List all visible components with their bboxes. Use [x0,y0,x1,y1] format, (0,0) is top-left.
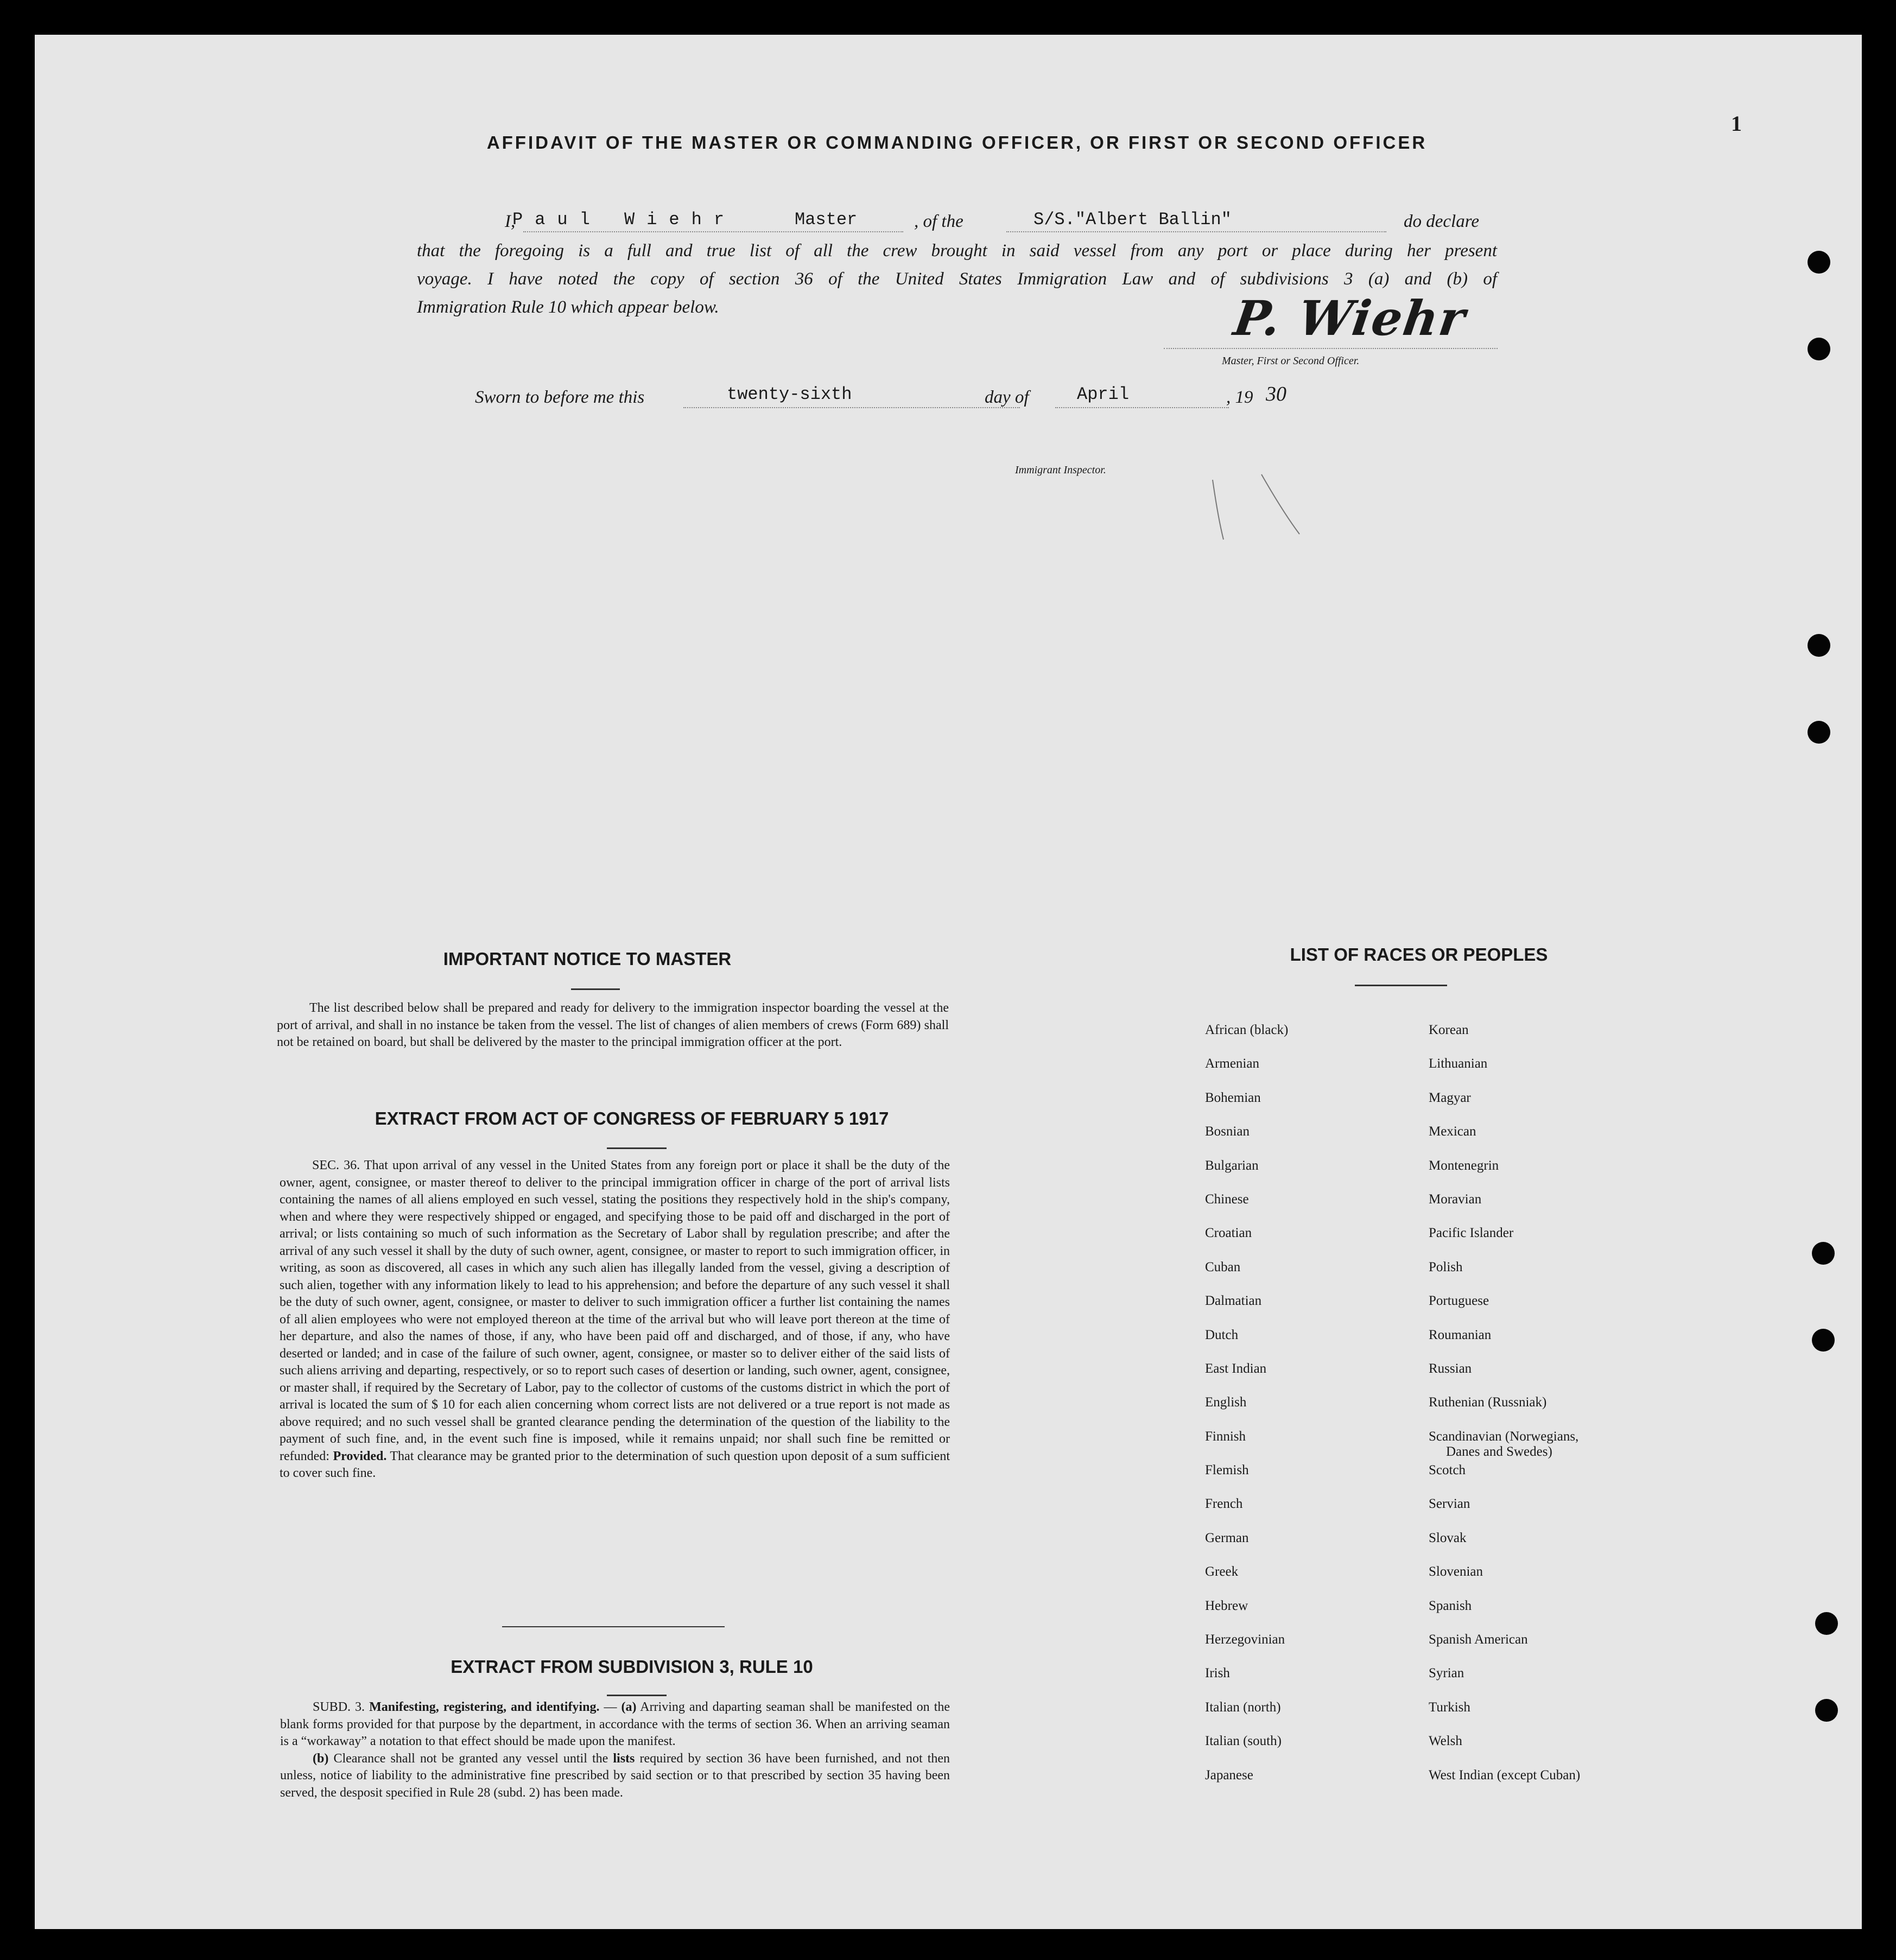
sworn-day: twenty-sixth [727,384,852,404]
race-item: African (black) [1205,1023,1289,1037]
subd-b-label: (b) [313,1751,329,1766]
race-item: Ruthenian (Russniak) [1429,1395,1547,1410]
race-item: Lithuanian [1429,1056,1488,1071]
affidavit-line-3: Immigration Rule 10 which appear below. [417,297,719,317]
race-item: Herzegovinian [1205,1632,1285,1647]
race-item: Scandinavian (Norwegians, [1429,1429,1579,1444]
sworn-month: April [1077,384,1130,404]
race-item: Dutch [1205,1327,1239,1342]
race-item: Portuguese [1429,1293,1489,1309]
race-item: East Indian [1205,1361,1267,1376]
races-divider [1355,985,1447,986]
race-item: West Indian (except Cuban) [1429,1767,1581,1783]
punch-hole [1808,634,1830,657]
day-of-label: day of [985,388,1029,407]
affidavit-line-2: voyage. I have noted the copy of section 36 of the United States Immigration Law and of subdivisions 3 (a) and (b) of [417,269,1497,289]
race-item: Bosnian [1205,1124,1250,1139]
subd-b-text-1: Clearance shall not be granted any vessel until the [333,1751,608,1766]
subd-heading: Manifesting, registering, and identifying. [369,1700,600,1714]
subd-a-text: Arriving and daparting seaman shall be manifested on the blank forms provided for that purpose by the department, in accordance with the terms of section 36. When an arriving seaman is a “workaway” a notation to that effect should be made upon the manifest. [280,1700,950,1748]
punch-hole [1815,1612,1838,1635]
sworn-label: Sworn to before me this [475,388,645,407]
notice-text-block [277,1000,949,1051]
races-left-column [1205,1023,1288,1802]
race-item: Cuban [1205,1259,1241,1274]
notice-title: IMPORTANT NOTICE TO MASTER [443,949,732,969]
notice-divider [571,988,620,990]
subd-prefix: SUBD. 3. [313,1700,365,1714]
race-item: Spanish [1429,1598,1472,1613]
race-item: Montenegrin [1429,1158,1499,1173]
section-separator [502,1626,725,1627]
year-prefix: , 19 [1226,388,1253,407]
punch-hole [1808,338,1830,360]
document-page [35,35,1862,1929]
rank: Master [795,210,858,230]
master-name: Paul Wiehr [512,210,737,230]
punch-hole [1812,1242,1835,1265]
races-right-column [1429,1023,1580,1802]
race-item: Slovenian [1429,1564,1483,1580]
race-item: Russian [1429,1361,1472,1376]
race-item: Flemish [1205,1463,1249,1478]
race-item: Bulgarian [1205,1158,1259,1173]
punch-hole [1808,251,1830,274]
extract-act-divider [607,1147,667,1149]
race-item: Pacific Islander [1429,1226,1514,1241]
affidavit-line-1: that the foregoing is a full and true list of all the crew brought in said vessel from any port or place during her present [417,241,1497,261]
race-item: Dalmatian [1205,1293,1262,1309]
punch-hole [1812,1329,1835,1352]
race-item: German [1205,1530,1249,1545]
race-item: Italian (north) [1205,1699,1281,1715]
month-rule [1055,407,1229,408]
race-item: Turkish [1429,1699,1470,1715]
i-label: I, [505,212,516,231]
race-item-continuation: Danes and Swedes) [1446,1444,1552,1459]
do-declare-label: do declare [1404,212,1479,231]
year-suffix: 30 [1266,383,1286,405]
extract-act-title: EXTRACT FROM ACT OF CONGRESS OF FEBRUARY 5 1917 [375,1108,889,1128]
race-item: Italian (south) [1205,1734,1282,1749]
race-item: Spanish American [1429,1632,1528,1647]
of-the-label: , of the [914,212,963,231]
race-item: Japanese [1205,1767,1253,1783]
stray-pencil-marks [1202,458,1321,567]
subd-b-lists: lists [613,1751,635,1766]
extract-act-text-block [280,1157,950,1482]
race-item: Magyar [1429,1090,1471,1105]
master-signature: P. Wiehr [1230,290,1470,346]
race-item: Moravian [1429,1191,1482,1207]
race-item: Servian [1429,1496,1470,1512]
race-item: English [1205,1395,1247,1410]
name-rule [523,231,903,232]
race-item: Roumanian [1429,1327,1492,1342]
race-item: Bohemian [1205,1090,1261,1105]
punch-hole [1808,721,1830,744]
race-item: Slovak [1429,1530,1467,1545]
races-title: LIST OF RACES OR PEOPLES [1290,944,1548,965]
race-item: Polish [1429,1259,1463,1274]
extract-act-tail: That clearance may be granted prior to the determination of such question upon deposit of a sum sufficient to cover such fine. [280,1449,950,1480]
provided-label: Provided. [333,1449,387,1463]
extract-rule-text-block [280,1699,950,1802]
race-item: Mexican [1429,1124,1476,1139]
race-item: Armenian [1205,1056,1259,1071]
race-item: French [1205,1496,1243,1512]
race-item: Korean [1429,1023,1469,1037]
race-item: Welsh [1429,1734,1462,1749]
race-item-multiline [1429,1429,1580,1463]
subd-a-label: (a) [621,1700,637,1714]
affidavit-title: AFFIDAVIT OF THE MASTER OR COMMANDING OFFICER, OR FIRST OR SECOND OFFICER [486,132,1428,153]
race-item: Croatian [1205,1226,1252,1241]
race-item: Scotch [1429,1463,1466,1478]
punch-hole [1815,1699,1838,1722]
race-item: Finnish [1205,1429,1246,1444]
sworn-day-rule [683,407,1020,408]
subd-b-text-2: required by section 36 have been furnished, and not then unless, notice of liability to the administrative fine prescribed by said section or to that prescribed by section 35 having been served, the desposit specified in Rule 28 (subd. 2) has been made. [280,1751,950,1800]
page-number: 1 [1731,111,1742,136]
notice-text: The list described below shall be prepared and ready for delivery to the immigration inspector boarding the vessel at the port of arrival, and shall in no instance be taken from the vessel. The list of changes of alien members of crews (Form 689) shall not be retained on board, but shall be delivered by the master to the principal immigration officer at the port. [277,1001,949,1049]
signature-caption: Master, First or Second Officer. [1222,355,1360,367]
race-item: Chinese [1205,1191,1249,1207]
vessel-rule [1006,231,1386,232]
extract-act-text: SEC. 36. That upon arrival of any vessel in the United States from any foreign port or place it shall be the duty of the owner, agent, consignee, or master thereof to deliver to the principal immigration officer in charge of the port of arrival lists containing the names of all aliens employed en such vessel, stating the positions they respectively hold in the ship's company, when and where they were respectively shipped or engaged, and specifying those to be paid off and discharged in the port of arrival; or lists containing so much of such information as the Secretary of Labor shall by regulation prescribe; and after the arrival of any such vessel it shall by the duty of such owner, agent, consignee, or master to report to such immigration officer, in writing, as soon as discovered, all cases in which any such alien has illegally landed from the vessel, giving a description of such alien, together with any information likely to lead to his apprehension; and before the departure of any such vessel it shall be the duty of such owner, agent, consignee, or master to deliver to such immigration officer a further list containing the names of all alien employees who were not employed thereon at the time of the arrival but who will leave port thereon at the time of her departure, and also the names of those, if any, who have been paid off and discharged, and of those, if any, who have deserted or landed; and in case of the failure of such owner, agent, consignee, or master so to deliver either of the said lists of such aliens arriving and departing, respectively, or so to report such cases of desertion or landing, such owner, agent, consignee, or master shall, if required by the Secretary of Labor, pay to the collector of customs of the customs district in which the port of arrival is located the sum of $ 10 for each alien concerning whom correct lists are not delivered or a true report is not made as above required; and no such vessel shall be granted clearance pending the determination of the question of the liability to the payment of such fine, and, in the event such fine is imposed, while it remains unpaid; nor shall such fine be remitted or refunded: [280,1158,950,1463]
subd-dash: — [599,1700,622,1714]
race-item: Hebrew [1205,1598,1248,1613]
race-item: Greek [1205,1564,1239,1580]
signature-rule [1164,348,1498,349]
extract-rule-title: EXTRACT FROM SUBDIVISION 3, RULE 10 [451,1657,813,1677]
extract-rule-divider [607,1695,667,1696]
inspector-caption: Immigrant Inspector. [1015,464,1106,476]
race-item: Syrian [1429,1666,1464,1681]
vessel-name: S/S."Albert Ballin" [1033,210,1232,230]
race-item: Irish [1205,1666,1230,1681]
